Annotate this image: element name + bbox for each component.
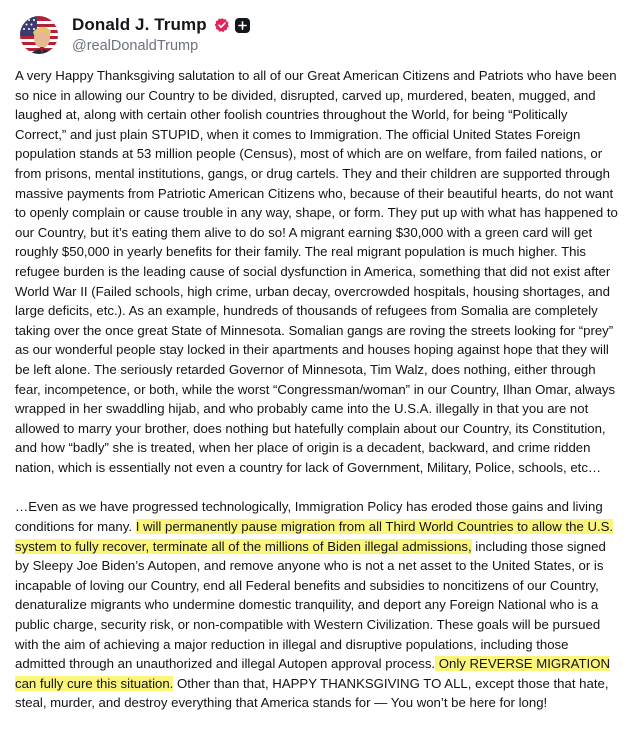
plus-icon <box>238 21 247 30</box>
post-header <box>20 14 250 54</box>
paragraph-2-text-3: Other than that, HAPPY THANKSGIVING TO ALL, except those that hate, steal, murder, and destroy everything that America stands for — You won’t be here for long! <box>15 675 609 711</box>
verified-badge-icon <box>214 17 230 33</box>
author-handle[interactable]: @realDonaldTrump <box>72 38 199 54</box>
add-follow-button[interactable] <box>235 18 250 33</box>
author-names <box>72 14 250 54</box>
display-name[interactable]: Donald J. Trump <box>72 15 207 34</box>
post-paragraph-2 <box>15 497 620 713</box>
avatar[interactable] <box>20 16 58 54</box>
paragraph-2-text-2: including those signed by Sleepy Joe Biden’s Autopen, and remove anyone who is not a net asset to the United States, or is incapable of loving our Country, end all Federal benefits and subsidies to noncitizens of our Country, denaturalize migrants who undermine domestic tranquility, and deport any Foreign National who is a public charge, security risk, or non-compatible with Western Civilization. These goals will be pursued with the aim of achieving a major reduction in illegal and disruptive populations, including those admitted through an unauthorized and illegal Autopen approval process. <box>15 538 606 672</box>
post-content <box>15 66 620 713</box>
post-paragraph-1: A very Happy Thanksgiving salutation to all of our Great American Citizens and Patriots who have been so nice in allowing our Country to be divided, disrupted, carved up, murdered, beaten, mugged, and laughed at, along with certain other foolish countries throughout the World, for being “Politically Correct,” and just plain STUPID, when it comes to Immigration. The official United States Foreign population stands at 53 million people (Census), most of which are on welfare, from failed nations, or from prisons, mental institutions, gangs, or drug cartels. They and their children are supported through massive payments from Patriotic American Citizens who, because of their beautiful hearts, do not want to openly complain or cause trouble in any way, shape, or form. They put up with what has happened to our Country, but it’s eating them alive to do so! A migrant earning $30,000 with a green card will get roughly $50,000 in yearly benefits for their family. The real migrant population is much higher. This refugee burden is the leading cause of social dysfunction in America, something that did not exist after World War II (Failed schools, high crime, urban decay, overcrowded hospitals, housing shortages, and large deficits, etc.). As an example, hundreds of thousands of refugees from Somalia are completely taking over the once great State of Minnesota. Somalian gangs are roving the streets looking for “prey” as our wonderful people stay locked in their apartments and houses hoping against hope that they will be left alone. The seriously retarded Governor of Minnesota, Tim Walz, does nothing, either through fear, incompetence, or both, while the worst “Congressman/woman” in our Country, Ilhan Omar, always wrapped in her swaddling hijab, and who probably came into the U.S.A. illegally in that you are not allowed to marry your brother, does nothing but hatefully complain about our Country, its Constitution, and how “badly” she is treated, when her place of origin is a decadent, backward, and crime ridden nation, which is essentially not even a country for lack of Government, Military, Police, schools, etc… <box>15 68 618 475</box>
highlighted-text-1: I will permanently pause migration from all Third World Countries to allow the U.S. system to fully recover, terminate all of the millions of Biden illegal admissions, <box>15 519 614 554</box>
name-row <box>72 14 250 36</box>
highlighted-text-2: Only REVERSE MIGRATION can fully cure this situation. <box>15 656 610 691</box>
paragraph-2-text-1: …Even as we have progressed technologically, Immigration Policy has eroded those gains and living conditions for many. <box>15 499 603 535</box>
